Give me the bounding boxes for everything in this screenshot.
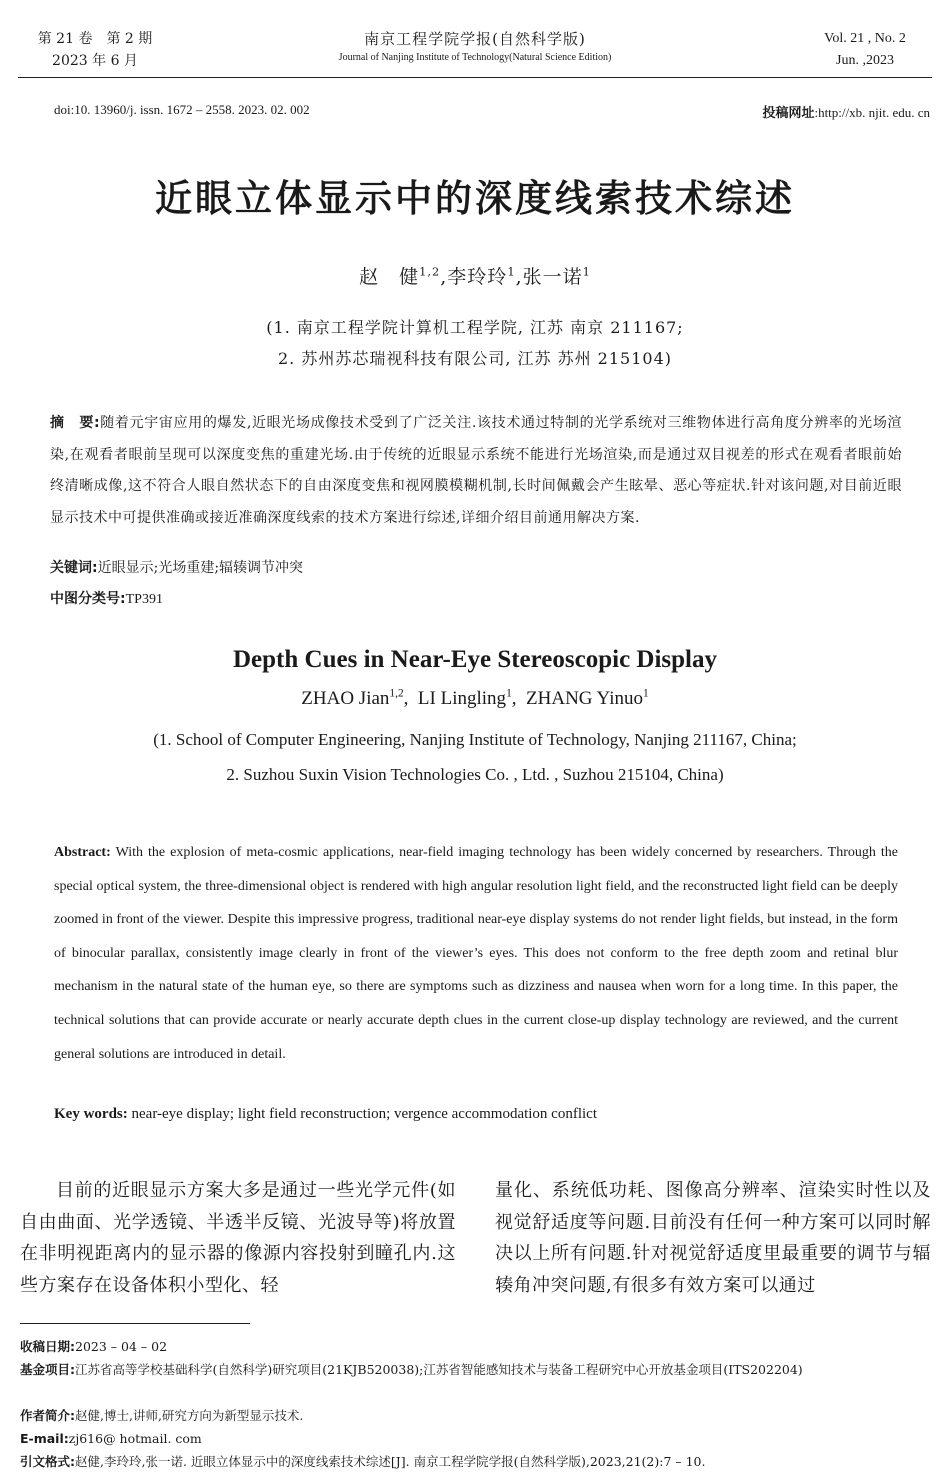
english-title: Depth Cues in Near-Eye Stereoscopic Display <box>233 646 717 673</box>
affiliation-cn-1: (1. 南京工程学院计算机工程学院, 江苏 南京 211167; <box>266 318 684 337</box>
affiliation-cn-2: 2. 苏州苏芯瑞视科技有限公司, 江苏 苏州 215104) <box>277 349 673 368</box>
footnote-text[interactable]: zj616@ hotmail. com <box>68 1431 202 1446</box>
footnote-funding <box>20 1361 932 1379</box>
keywords-cn-label: 关键词: <box>50 560 98 576</box>
date-en: Jun. ,2023 <box>836 53 894 68</box>
footnote-text: 赵健,博士,讲师,研究方向为新型显示技术. <box>75 1408 304 1423</box>
submission-label: 投稿网址 <box>762 106 815 121</box>
author-name: 赵 健 <box>359 266 420 288</box>
classification-code: TP391 <box>125 592 163 607</box>
header-rule <box>18 77 932 78</box>
author-affil: 1 <box>506 687 512 700</box>
footnote-text: 赵健,李玲玲,张一诺. 近眼立体显示中的深度线索技术综述[J]. 南京工程学院学报(自然科学版),2023,21(2):7 – 10. <box>75 1454 706 1469</box>
footnote-text: 江苏省高等学校基础科学(自然科学)研究项目(21KJB520038);江苏省智能感知技术与装备工程研究中心开放基金项目(ITS202204) <box>75 1362 803 1377</box>
footnote-label: 基金项目: <box>20 1362 75 1377</box>
footnote-label: 引文格式: <box>20 1454 75 1469</box>
affiliation-en-1: (1. School of Computer Engineering, Nanjing Institute of Technology, Nanjing 211167, China; <box>153 730 797 749</box>
author-name: ZHANG Yinuo <box>526 688 644 709</box>
author-affil: 1 <box>507 264 516 279</box>
author-name: ZHAO Jian <box>301 688 390 709</box>
author-affil: 1,2 <box>419 264 441 279</box>
footnote-label: 作者简介: <box>20 1408 75 1423</box>
classification-cn <box>50 588 163 608</box>
abstract-en-label: Abstract: <box>54 845 111 860</box>
abstract-cn <box>50 408 902 534</box>
author-affil: 1,2 <box>389 687 404 700</box>
author-affil: 1 <box>582 264 591 279</box>
submission-url[interactable]: :http://xb. njit. edu. cn <box>814 105 930 120</box>
footnote-received <box>20 1338 932 1356</box>
keywords-en <box>54 1106 597 1123</box>
footnote-label: E-mail: <box>20 1431 69 1446</box>
author-name: LI Lingling <box>417 688 507 709</box>
keywords-cn <box>50 557 303 577</box>
date-cn: 2023 年 6 月 <box>52 53 138 69</box>
author-name: 李玲玲 <box>447 266 508 288</box>
authors-en: ZHAO Jian$^{1,2}$, LI Lingling$^1$, ZHANG Yinuo$^1$ <box>301 687 649 709</box>
keywords-cn-text: 近眼显示;光场重建;辐辏调节冲突 <box>97 560 304 576</box>
journal-name-cn: 南京工程学院学报(自然科学版) <box>364 30 586 48</box>
keywords-en-text: near-eye display; light field reconstruction; vergence accommodation conflict <box>131 1106 597 1122</box>
page-title: 近眼立体显示中的深度线索技术综述 <box>155 177 795 220</box>
footnote-text: 2023 – 04 – 02 <box>75 1339 168 1354</box>
author-name: 张一诺 <box>522 266 583 288</box>
abstract-en <box>54 836 898 1071</box>
abstract-cn-label: 摘 要: <box>50 415 101 431</box>
affiliation-en-2: 2. Suzhou Suxin Vision Technologies Co. , Ltd. , Suzhou 215104, China) <box>226 765 724 784</box>
body-column-right: 量化、系统低功耗、图像高分辨率、渲染实时性以及视觉舒适度等问题.目前没有任何一种方案可以同时解决以上所有问题.针对视觉舒适度里最重要的调节与辐辏角冲突问题,有很多有效方案可以通过 <box>495 1180 931 1296</box>
authors-cn: 赵 健$^{1,2}$,李玲玲$^1$,张一诺$^1$ <box>359 264 591 288</box>
journal-name-en: Journal of Nanjing Institute of Technology(Natural Science Edition) <box>338 52 612 63</box>
footnote-email <box>20 1430 932 1448</box>
footnote-rule <box>20 1323 250 1324</box>
classification-label: 中图分类号: <box>50 591 126 607</box>
keywords-en-label: Key words: <box>54 1106 128 1122</box>
volume-cn: 第 21 卷 第 2 期 <box>37 31 153 47</box>
doi: doi:10. 13960/j. issn. 1672 – 2558. 2023. 02. 002 <box>54 102 310 117</box>
footnote-label: 收稿日期: <box>20 1339 75 1354</box>
abstract-cn-text: 随着元宇宙应用的爆发,近眼光场成像技术受到了广泛关注.该技术通过特制的光学系统对三维物体进行高角度分辨率的光场渲染,在观看者眼前呈现可以深度变焦的重建光场.由于传统的近眼显示系统不能进行光场渲染,而是通过双目视差的形式在观看者眼前始终清晰成像,这不符合人眼自然状态下的自由深度变焦和视网膜模糊机制,长时间佩戴会产生眩晕、恶心等症状.针对该问题,对目前近眼显示技术中可提供准确或接近准确深度线索的技术方案进行综述,详细介绍目前通用解决方案. <box>50 415 902 526</box>
submission-site <box>762 102 930 121</box>
header-journal-block <box>260 28 690 66</box>
volume-en: Vol. 21 , No. 2 <box>824 31 906 46</box>
header-volume-block <box>30 28 160 72</box>
abstract-en-text: With the explosion of meta-cosmic applications, near-field imaging technology has been widely concerned by researchers. Through the special optical system, the three-dimensional object is rendered with high angular resolution light field, and the reconstructed light field can be deeply zoomed in front of the viewer. Despite this impressive progress, traditional near-eye display systems do not render light fields, but instead, in the form of binocular parallax, consistently image clearly in front of the viewer’s eyes. This does not conform to the free depth zoom and retinal blur mechanism in the natural state of the human eye, so there are symptoms such as dizziness and nausea when worn for a long time. In this paper, the technical solutions that can provide accurate or nearly accurate depth clues in the current close-up display technology are reviewed, and the current general solutions are introduced in detail. <box>54 845 898 1062</box>
footnote-citation <box>20 1453 932 1471</box>
footnote-author-bio <box>20 1407 932 1425</box>
author-affil: 1 <box>643 687 649 700</box>
header-volume-en-block <box>810 28 920 72</box>
body-column-left: 目前的近眼显示方案大多是通过一些光学元件(如自由曲面、光学透镜、半透半反镜、光波导等)将放置在非明视距离内的显示器的像源内容投射到瞳孔内.这些方案存在设备体积小型化、轻 <box>20 1180 456 1296</box>
